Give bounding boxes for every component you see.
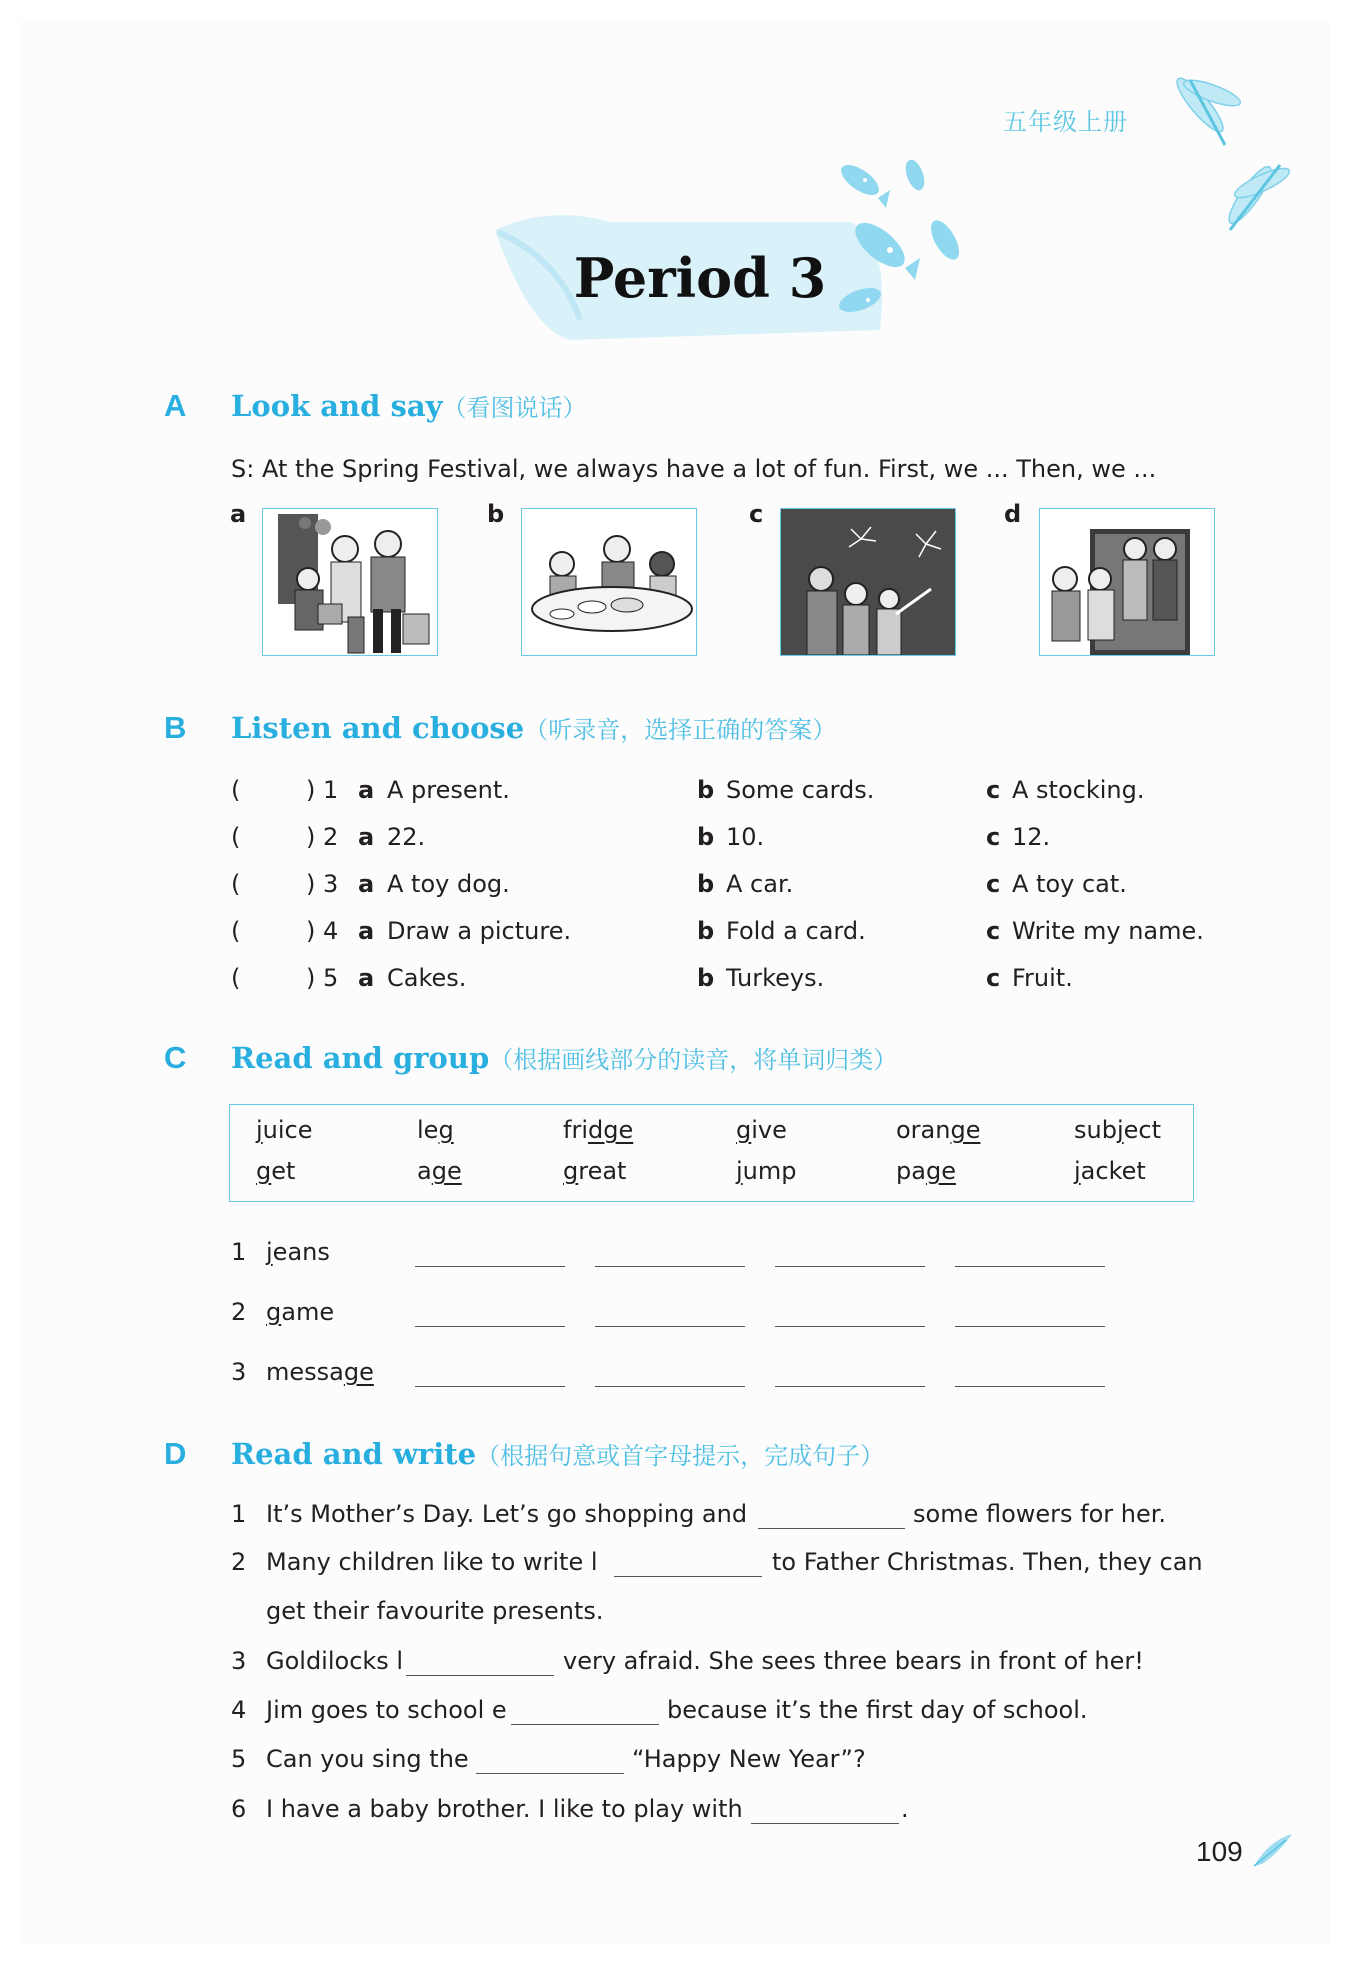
section-a-title bbox=[231, 388, 586, 423]
word-underlined-sound: g bbox=[563, 1157, 579, 1185]
option-a-text: A toy dog. bbox=[387, 870, 510, 898]
word-part: uice bbox=[262, 1116, 313, 1144]
option-b-text: A car. bbox=[726, 870, 794, 898]
group-number: 2 bbox=[231, 1298, 247, 1326]
section-b-title-cn: （听录音，选择正确的答案） bbox=[524, 716, 837, 744]
sentence-text-after: because it’s the first day of school. bbox=[667, 1696, 1088, 1724]
answer-paren-open: ( bbox=[231, 870, 241, 898]
sentence-text-after: to Father Christmas. Then, they can bbox=[772, 1548, 1203, 1576]
option-b-text: Turkeys. bbox=[726, 964, 825, 992]
sentence-text-after: some flowers for her. bbox=[913, 1500, 1167, 1528]
sentence-number: 4 bbox=[231, 1696, 247, 1724]
answer-blank[interactable] bbox=[758, 1528, 905, 1529]
question-number: 5 bbox=[323, 964, 339, 992]
sentence-number: 3 bbox=[231, 1647, 247, 1675]
answer-paren-close: ) bbox=[306, 776, 316, 804]
grade-label: 五年级上册 bbox=[1003, 108, 1128, 136]
answer-blank[interactable] bbox=[751, 1823, 899, 1824]
sentence-number: 2 bbox=[231, 1548, 247, 1576]
sentence-text-after: very afraid. She sees three bears in front of her! bbox=[563, 1647, 1144, 1675]
sentence-text-before: Many children like to write l bbox=[266, 1548, 598, 1576]
feather-icon bbox=[1250, 1830, 1295, 1870]
word-part: fri bbox=[563, 1116, 588, 1144]
word-underlined-sound: dge bbox=[587, 1116, 634, 1144]
visiting-grandparents-picture bbox=[1039, 508, 1215, 656]
group-word bbox=[417, 1157, 462, 1185]
section-a-letter: A bbox=[164, 388, 187, 423]
group-word bbox=[1074, 1157, 1146, 1185]
option-a-text: Cakes. bbox=[387, 964, 467, 992]
answer-blank[interactable] bbox=[775, 1386, 925, 1387]
option-a-text: A present. bbox=[387, 776, 510, 804]
option-letter-c: c bbox=[986, 964, 1001, 992]
answer-blank[interactable] bbox=[595, 1386, 745, 1387]
group-key-word bbox=[266, 1238, 330, 1266]
question-number: 2 bbox=[323, 823, 339, 851]
option-c-text: Fruit. bbox=[1012, 964, 1073, 992]
section-d-title bbox=[231, 1436, 884, 1471]
word-underlined-sound: ge bbox=[925, 1157, 956, 1185]
option-letter-a: a bbox=[358, 870, 375, 898]
word-underlined-sound: j bbox=[256, 1116, 263, 1144]
answer-paren-open: ( bbox=[231, 917, 241, 945]
word-part: acket bbox=[1080, 1157, 1146, 1185]
group-word bbox=[256, 1157, 295, 1185]
word-part: ive bbox=[751, 1116, 787, 1144]
group-number: 1 bbox=[231, 1238, 247, 1266]
word-underlined-sound: j bbox=[1116, 1116, 1124, 1144]
page-number: 109 bbox=[1196, 1836, 1243, 1867]
option-a-text: 22. bbox=[387, 823, 426, 851]
answer-blank[interactable] bbox=[415, 1326, 565, 1327]
question-number: 4 bbox=[323, 917, 339, 945]
section-d-title-cn: （根据句意或首字母提示，完成句子） bbox=[476, 1442, 885, 1470]
group-word bbox=[1074, 1116, 1161, 1144]
family-dinner-picture bbox=[521, 508, 697, 656]
word-underlined-sound: g bbox=[438, 1116, 454, 1144]
sentence-continuation: get their favourite presents. bbox=[266, 1597, 604, 1625]
option-b-text: Fold a card. bbox=[726, 917, 866, 945]
shopping-family-picture bbox=[262, 508, 438, 656]
word-box bbox=[229, 1104, 1194, 1202]
word-part: ame bbox=[281, 1298, 335, 1326]
group-word bbox=[563, 1157, 626, 1185]
word-part: et bbox=[271, 1157, 296, 1185]
word-part: messa bbox=[266, 1358, 344, 1386]
word-underlined-sound: j bbox=[736, 1157, 743, 1185]
option-letter-a: a bbox=[358, 964, 375, 992]
picture-label-b: b bbox=[487, 500, 505, 528]
section-c-letter: C bbox=[164, 1040, 187, 1075]
fireworks-picture bbox=[780, 508, 956, 656]
section-d-letter: D bbox=[164, 1436, 187, 1471]
sentence-text-before: Can you sing the bbox=[266, 1745, 469, 1773]
section-c-title bbox=[231, 1040, 897, 1075]
picture-label-a: a bbox=[230, 500, 247, 528]
option-c-text: 12. bbox=[1012, 823, 1051, 851]
answer-blank[interactable] bbox=[595, 1266, 745, 1267]
answer-blank[interactable] bbox=[476, 1773, 624, 1774]
word-underlined-sound: ge bbox=[343, 1358, 374, 1386]
answer-blank[interactable] bbox=[415, 1386, 565, 1387]
option-letter-b: b bbox=[697, 917, 715, 945]
option-letter-b: b bbox=[697, 823, 715, 851]
answer-paren-open: ( bbox=[231, 823, 241, 851]
group-word bbox=[736, 1116, 787, 1144]
option-letter-b: b bbox=[697, 776, 715, 804]
section-a-title-cn: （看图说话） bbox=[442, 394, 587, 422]
option-letter-a: a bbox=[358, 776, 375, 804]
option-b-text: 10. bbox=[726, 823, 765, 851]
group-word bbox=[896, 1116, 980, 1144]
word-underlined-sound: ge bbox=[431, 1157, 462, 1185]
sentence-number: 1 bbox=[231, 1500, 247, 1528]
sentence-text-after: . bbox=[901, 1795, 909, 1823]
answer-paren-open: ( bbox=[231, 964, 241, 992]
page-title bbox=[490, 220, 910, 336]
group-key-word bbox=[266, 1298, 334, 1326]
answer-blank[interactable] bbox=[955, 1386, 1105, 1387]
sentence-number: 5 bbox=[231, 1745, 247, 1773]
section-b-letter: B bbox=[164, 710, 187, 745]
word-part: a bbox=[417, 1157, 432, 1185]
answer-blank[interactable] bbox=[614, 1576, 762, 1577]
sentence-text-before: It’s Mother’s Day. Let’s go shopping and bbox=[266, 1500, 748, 1528]
option-letter-a: a bbox=[358, 917, 375, 945]
option-c-text: A stocking. bbox=[1012, 776, 1145, 804]
group-number: 3 bbox=[231, 1358, 247, 1386]
answer-paren-close: ) bbox=[306, 964, 316, 992]
sentence-number: 6 bbox=[231, 1795, 247, 1823]
option-a-text: Draw a picture. bbox=[387, 917, 572, 945]
word-underlined-sound: ge bbox=[950, 1116, 981, 1144]
group-word bbox=[417, 1116, 454, 1144]
word-part: eans bbox=[272, 1238, 330, 1266]
word-underlined-sound: g bbox=[266, 1298, 282, 1326]
answer-paren-close: ) bbox=[306, 870, 316, 898]
section-b-title bbox=[231, 710, 836, 745]
word-underlined-sound: g bbox=[736, 1116, 752, 1144]
answer-blank[interactable] bbox=[406, 1675, 554, 1676]
option-letter-c: c bbox=[986, 917, 1001, 945]
section-a-prompt: S: At the Spring Festival, we always have a lot of fun. First, we ... Then, we ... bbox=[231, 455, 1157, 483]
answer-blank[interactable] bbox=[775, 1266, 925, 1267]
answer-blank[interactable] bbox=[595, 1326, 745, 1327]
sentence-text-before: Goldilocks l bbox=[266, 1647, 404, 1675]
word-part: sub bbox=[1074, 1116, 1117, 1144]
section-c-title-cn: （根据画线部分的读音，将单词归类） bbox=[489, 1046, 898, 1074]
dragonfly-icon bbox=[1150, 45, 1300, 235]
group-word bbox=[563, 1116, 633, 1144]
option-letter-c: c bbox=[986, 870, 1001, 898]
group-word bbox=[736, 1157, 797, 1185]
answer-blank[interactable] bbox=[775, 1326, 925, 1327]
word-part: pa bbox=[896, 1157, 926, 1185]
question-number: 3 bbox=[323, 870, 339, 898]
page-title-text: Period 3 bbox=[573, 246, 827, 310]
word-part: oran bbox=[896, 1116, 951, 1144]
group-word bbox=[896, 1157, 956, 1185]
section-a-title-en: Look and say bbox=[231, 389, 443, 423]
answer-blank[interactable] bbox=[955, 1326, 1105, 1327]
sentence-text-after: “Happy New Year”? bbox=[632, 1745, 866, 1773]
word-underlined-sound: g bbox=[256, 1157, 272, 1185]
section-c-title-en: Read and group bbox=[231, 1041, 490, 1075]
group-word bbox=[256, 1116, 313, 1144]
sentence-text-before: Jim goes to school e bbox=[266, 1696, 507, 1724]
answer-blank[interactable] bbox=[415, 1266, 565, 1267]
word-part: ump bbox=[742, 1157, 797, 1185]
group-key-word bbox=[266, 1358, 374, 1386]
word-underlined-sound: j bbox=[266, 1238, 273, 1266]
section-d-title-en: Read and write bbox=[231, 1437, 477, 1471]
answer-blank[interactable] bbox=[955, 1266, 1105, 1267]
option-c-text: Write my name. bbox=[1012, 917, 1204, 945]
option-letter-b: b bbox=[697, 870, 715, 898]
word-part: reat bbox=[578, 1157, 627, 1185]
option-letter-c: c bbox=[986, 776, 1001, 804]
option-letter-c: c bbox=[986, 823, 1001, 851]
option-c-text: A toy cat. bbox=[1012, 870, 1127, 898]
option-letter-b: b bbox=[697, 964, 715, 992]
word-part: le bbox=[417, 1116, 439, 1144]
word-underlined-sound: j bbox=[1074, 1157, 1081, 1185]
answer-blank[interactable] bbox=[511, 1724, 659, 1725]
section-b-title-en: Listen and choose bbox=[231, 711, 525, 745]
option-letter-a: a bbox=[358, 823, 375, 851]
picture-label-d: d bbox=[1004, 500, 1022, 528]
answer-paren-close: ) bbox=[306, 823, 316, 851]
answer-paren-close: ) bbox=[306, 917, 316, 945]
option-b-text: Some cards. bbox=[726, 776, 875, 804]
sentence-text-before: I have a baby brother. I like to play with bbox=[266, 1795, 743, 1823]
answer-paren-open: ( bbox=[231, 776, 241, 804]
word-part: ect bbox=[1123, 1116, 1161, 1144]
question-number: 1 bbox=[323, 776, 339, 804]
picture-label-c: c bbox=[749, 500, 764, 528]
